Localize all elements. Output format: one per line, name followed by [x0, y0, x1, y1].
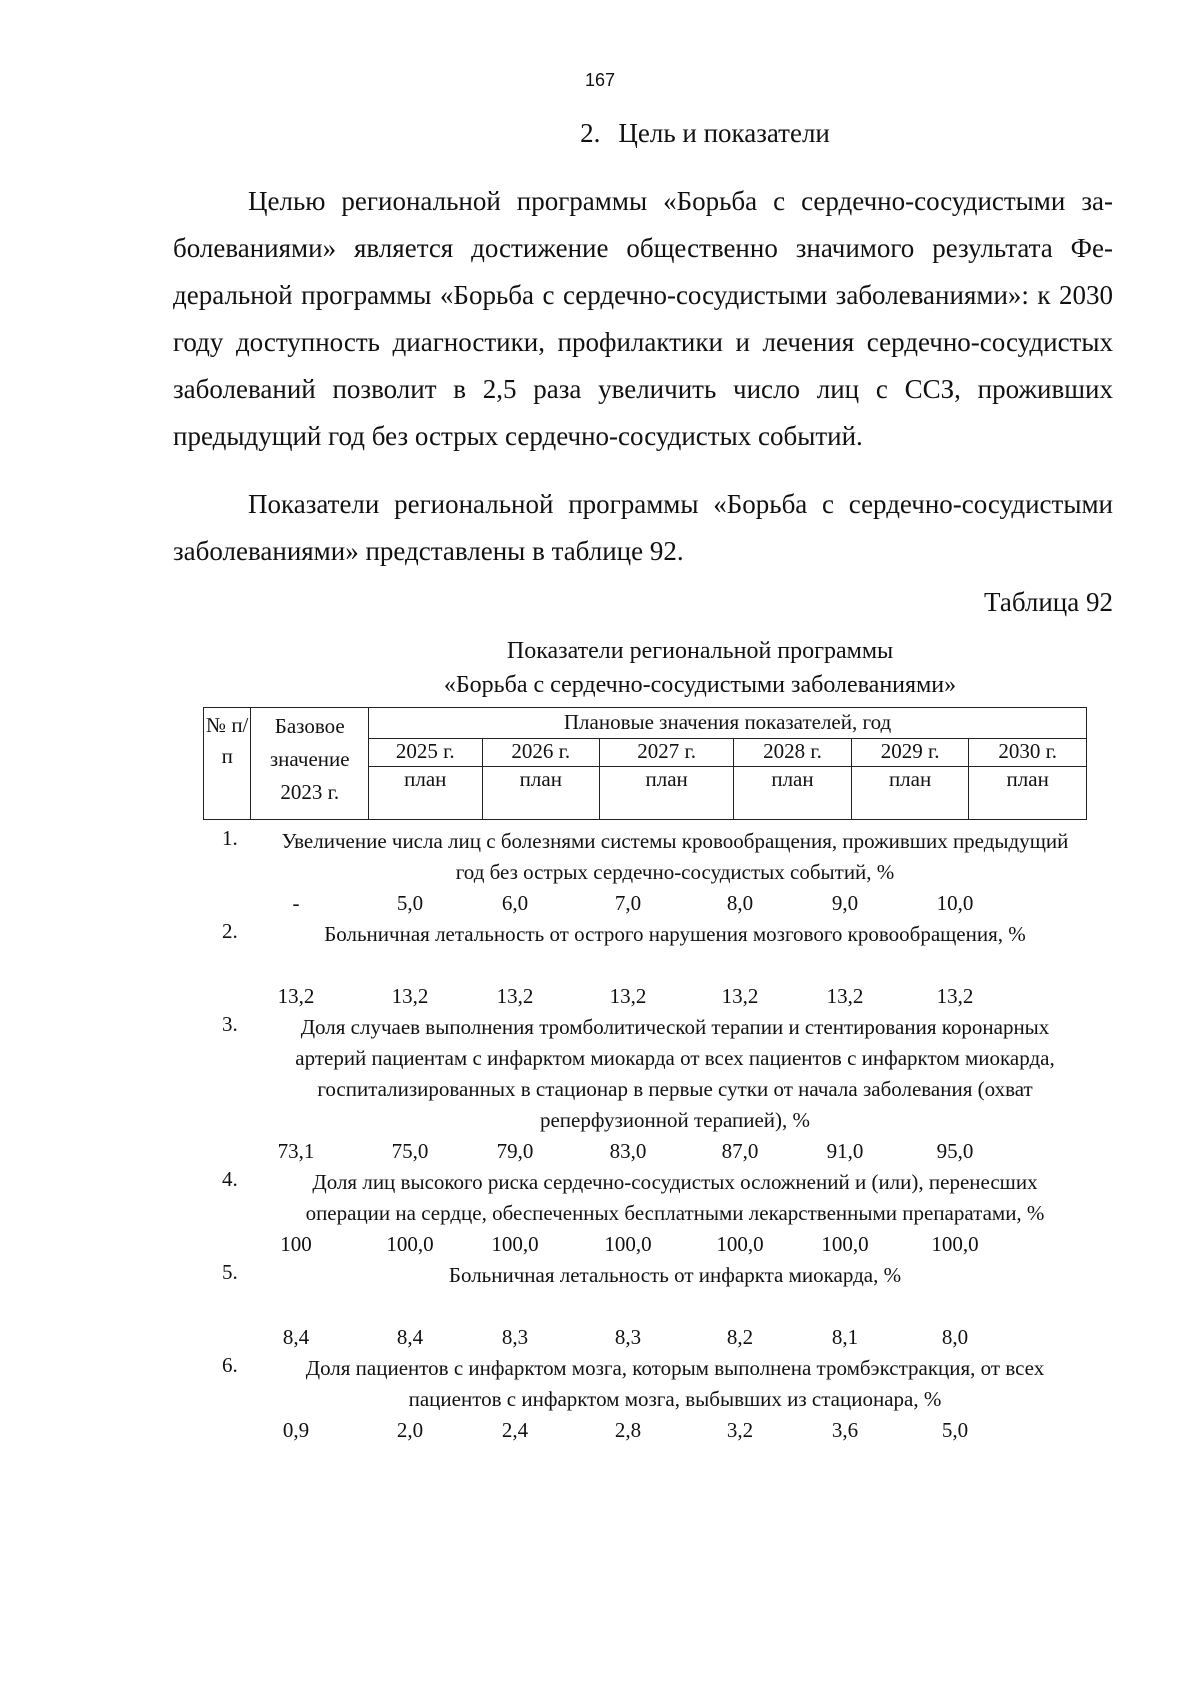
plan-value: 100,0 — [931, 1232, 979, 1256]
plan-value: 100,0 — [716, 1232, 764, 1256]
plan-value: 13,2 — [496, 984, 534, 1008]
table-row — [200, 1353, 1100, 1446]
header-year: 2030 г. — [969, 739, 1087, 767]
indicator-name: Доля случаев выполнения тромболитической терапии и стентирования коронарных артерий пациентам с инфарктом миокарда от всех пациентов с инфарктом миокарда, госпитализированных в стационар в первые сутки от начала заболевания (охват реперфузионной терапией), % — [295, 1015, 1055, 1132]
plan-value: 75,0 — [391, 1139, 429, 1163]
plan-value: 9,0 — [831, 891, 859, 915]
table-row — [200, 919, 1100, 1012]
table-row — [200, 1167, 1100, 1260]
plan-value: 5,0 — [396, 891, 424, 915]
row-index: 3. — [222, 1012, 238, 1036]
plan-value: 13,2 — [721, 984, 759, 1008]
section-heading — [0, 118, 1200, 149]
plan-value: 8,4 — [396, 1325, 424, 1349]
plan-value: 91,0 — [826, 1139, 864, 1163]
header-year: 2028 г. — [734, 739, 852, 767]
plan-value: 5,0 — [941, 1418, 969, 1442]
base-value: 0,9 — [282, 1418, 310, 1442]
row-index: 1. — [222, 826, 238, 850]
header-plan: план — [600, 767, 734, 820]
plan-value: 10,0 — [936, 891, 974, 915]
page-number: 167 — [584, 70, 616, 90]
base-value: 100 — [280, 1232, 312, 1256]
plan-value: 95,0 — [936, 1139, 974, 1163]
table-row — [200, 1012, 1100, 1167]
plan-value: 100,0 — [386, 1232, 434, 1256]
header-planned-values: Плановые значения показателей, год — [369, 708, 1087, 739]
row-index: 2. — [222, 919, 238, 943]
header-year: 2027 г. — [600, 739, 734, 767]
plan-value: 100,0 — [821, 1232, 869, 1256]
plan-value: 100,0 — [604, 1232, 652, 1256]
paragraph-goal: Целью региональной программы «Борьба с сердечно-сосудистыми заболеваниями» является достижение общественно значимого результата Федеральной программы «Борьба с сердечно-сосудистыми заболеваниями»: к 2030 году доступность диагностики, профилактики и лечения сердечно-сосудистых заболеваний позволит в 2,5 раза увеличить число лиц с ССЗ, проживших предыдущий год без острых сердечно-сосудистых событий. — [173, 186, 1113, 451]
table-row — [200, 1260, 1100, 1353]
indicator-name: Доля пациентов с инфарктом мозга, которым выполнена тромбэкстракция, от всех пациентов с инфарктом мозга, выбывших из стационара, % — [305, 1356, 1045, 1411]
section-number: 2. — [580, 118, 601, 148]
plan-value: 8,0 — [726, 891, 754, 915]
plan-value: 2,8 — [614, 1418, 642, 1442]
header-plan: план — [369, 767, 482, 820]
base-value: - — [292, 891, 300, 915]
base-value: 73,1 — [277, 1139, 315, 1163]
plan-value: 3,2 — [726, 1418, 754, 1442]
table-title — [0, 634, 1200, 702]
header-plan: план — [482, 767, 600, 820]
row-index: 6. — [222, 1353, 238, 1377]
paragraph-indicators: Показатели региональной программы «Борьба с сердечно-сосудистыми заболеваниями» представлены в таблице 92. — [173, 489, 1113, 566]
header-plan: план — [969, 767, 1087, 820]
plan-value: 2,0 — [396, 1418, 424, 1442]
plan-value: 13,2 — [391, 984, 429, 1008]
header-year: 2025 г. — [369, 739, 482, 767]
table-title-line: «Борьба с сердечно-сосудистыми заболеваниями» — [443, 672, 957, 698]
plan-value: 8,1 — [831, 1325, 859, 1349]
plan-value: 79,0 — [496, 1139, 534, 1163]
indicators-list — [200, 826, 1100, 1446]
plan-value: 83,0 — [609, 1139, 647, 1163]
plan-value: 8,2 — [726, 1325, 754, 1349]
header-year: 2026 г. — [482, 739, 600, 767]
indicator-name: Больничная летальность от инфаркта миокарда, % — [448, 1263, 902, 1287]
header-year: 2029 г. — [851, 739, 969, 767]
plan-value: 87,0 — [721, 1139, 759, 1163]
row-index: 4. — [222, 1167, 238, 1191]
plan-value: 6,0 — [501, 891, 529, 915]
plan-value: 8,0 — [941, 1325, 969, 1349]
table-row — [200, 826, 1100, 919]
table-caption: Таблица 92 — [984, 587, 1113, 617]
plan-value: 3,6 — [831, 1418, 859, 1442]
plan-value: 8,3 — [614, 1325, 642, 1349]
plan-value: 7,0 — [614, 891, 642, 915]
plan-value: 8,3 — [501, 1325, 529, 1349]
header-number: № п/п — [204, 708, 251, 820]
row-index: 5. — [222, 1260, 238, 1284]
plan-value: 13,2 — [826, 984, 864, 1008]
indicators-table-header — [203, 707, 1087, 820]
indicator-name: Увеличение числа лиц с болезнями системы кровообращения, проживших предыдущий год без острых сердечно-сосудистых событий, % — [281, 829, 1069, 884]
base-value: 13,2 — [277, 984, 315, 1008]
base-value: 8,4 — [282, 1325, 310, 1349]
plan-value: 13,2 — [936, 984, 974, 1008]
indicator-name: Больничная летальность от острого нарушения мозгового кровообращения, % — [324, 922, 1026, 946]
section-title: Цель и показатели — [618, 118, 830, 148]
plan-value: 13,2 — [609, 984, 647, 1008]
table-title-line: Показатели региональной программы — [506, 638, 894, 664]
plan-value: 100,0 — [491, 1232, 539, 1256]
header-plan: план — [734, 767, 852, 820]
header-plan: план — [851, 767, 969, 820]
header-base-value: Базовое значение 2023 г. — [251, 708, 369, 820]
indicator-name: Доля лиц высокого риска сердечно-сосудистых осложнений и (или), перенесших операции на сердце, обеспеченных бесплатными лекарственными препаратами, % — [305, 1170, 1045, 1225]
plan-value: 2,4 — [501, 1418, 529, 1442]
